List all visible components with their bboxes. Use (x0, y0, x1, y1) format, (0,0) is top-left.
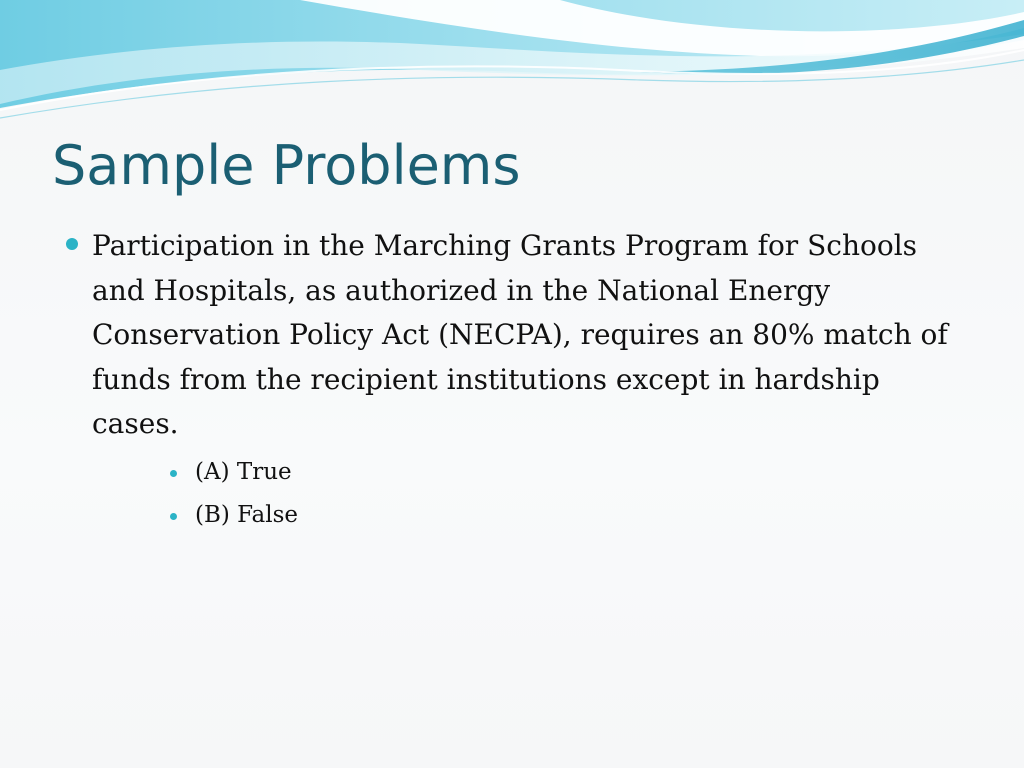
answer-option-text: (A) True (195, 458, 292, 485)
bullet-item (62, 224, 952, 543)
sub-bullet-dot-icon (170, 470, 177, 477)
answer-option-text: (B) False (195, 501, 299, 528)
bullet-dot-icon (66, 238, 78, 250)
answer-options-list (92, 457, 952, 543)
slide-title: Sample Problems (52, 134, 521, 197)
sub-bullet-dot-icon (170, 513, 177, 520)
decorative-wave-header (0, 0, 1024, 125)
answer-option-b (92, 500, 952, 543)
answer-option-a (92, 457, 952, 500)
bullet-text: Participation in the Marching Grants Program for Schools and Hospitals, as authorized in the National Energy Conservation Policy Act (NECPA), requires an 80% match of funds from the recipient institutions except in hardship cases. (92, 229, 948, 440)
slide-content (62, 224, 962, 543)
